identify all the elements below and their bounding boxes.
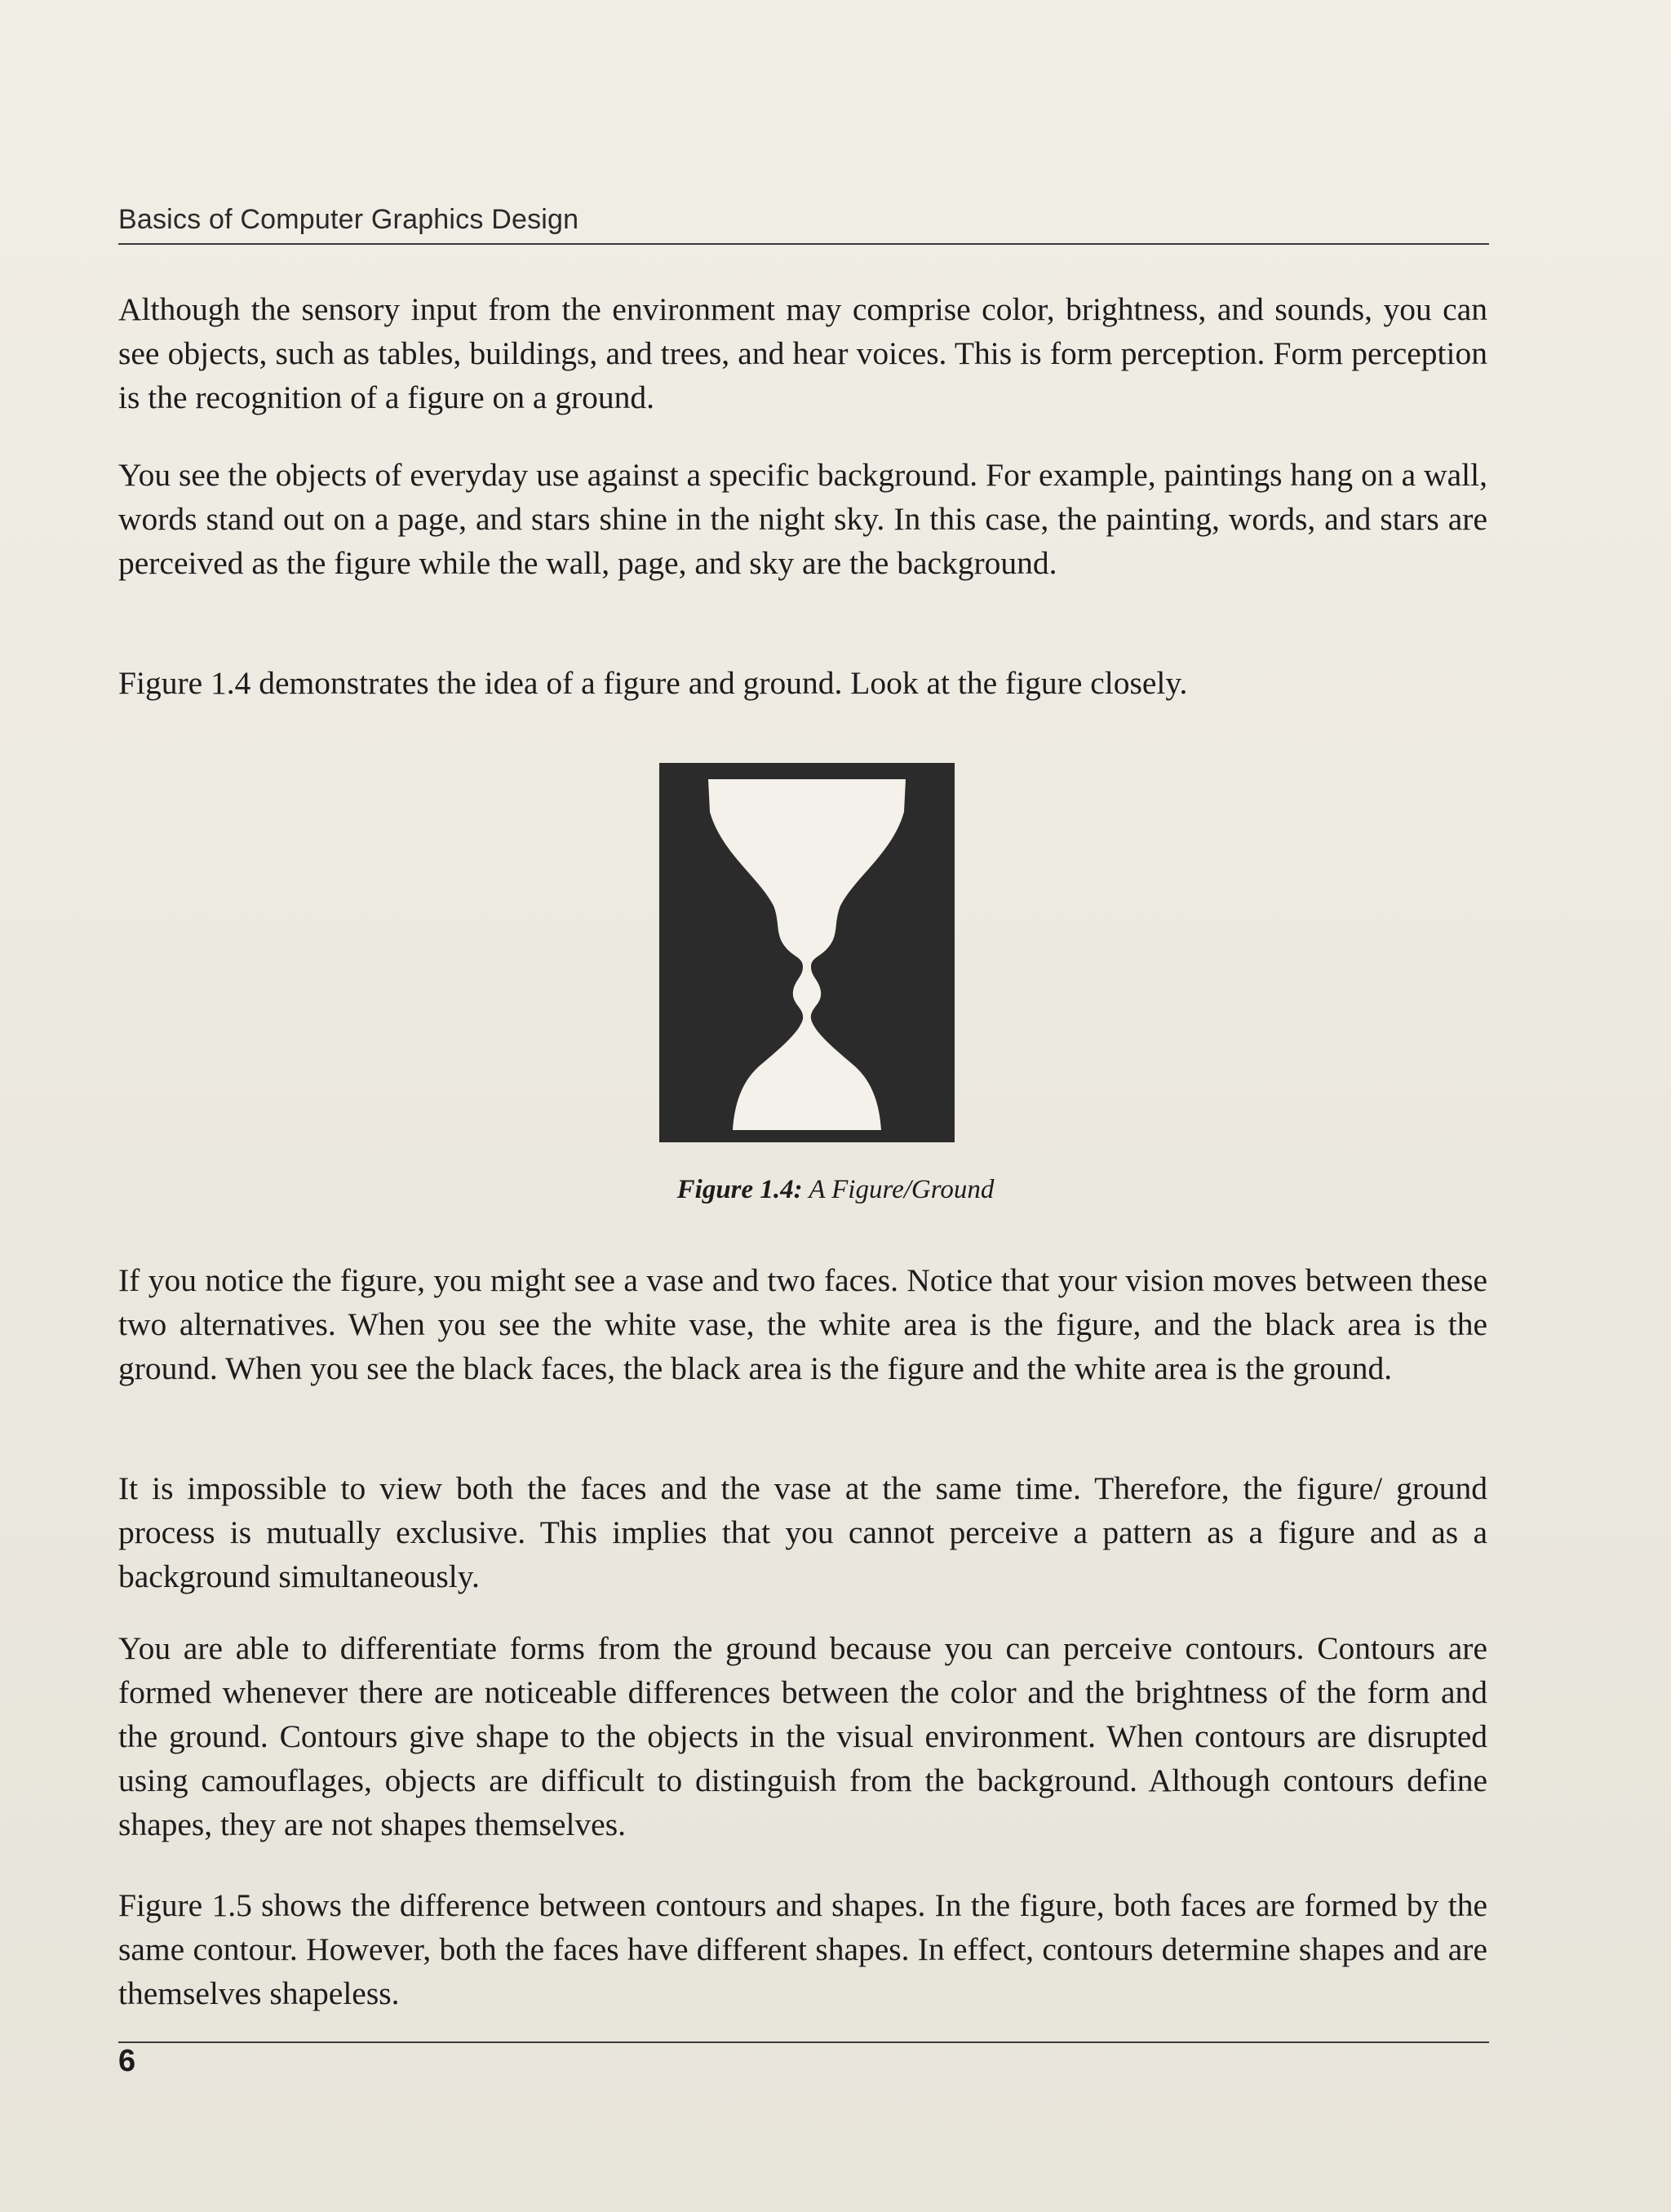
footer-rule — [118, 2041, 1489, 2043]
paragraph-form-perception: Although the sensory input from the environment may comprise color, brightness, and sounds, you can see objects, such as tables, buildings, and trees, and hear voices. This is form perception. Form perception is the recognition of a figure on a ground. — [118, 291, 1487, 415]
paragraph-background: You see the objects of everyday use against a specific background. For example, paintings hang on a wall, words stand out on a page, and stars shine in the night sky. In this case, the painting, words, and stars are perceived as the figure while the wall, page, and sky are the background. — [118, 457, 1487, 581]
paragraph-mutually-exclusive: It is impossible to view both the faces and the vase at the same time. Therefore, the figure/ ground process is mutually exclusive. This implies that you cannot perceive a pattern as a figure and as a background simultaneously. — [118, 1470, 1487, 1594]
figure-caption — [0, 1175, 1671, 1205]
paragraph-figure-intro: Figure 1.4 demonstrates the idea of a figure and ground. Look at the figure closely. — [118, 665, 1188, 701]
running-head: Basics of Computer Graphics Design — [118, 204, 579, 235]
paragraph-vase-faces: If you notice the figure, you might see a vase and two faces. Notice that your vision moves between these two alternatives. When you see the white vase, the white area is the figure, and the black area is the ground. When you see the black faces, the black area is the figure and the white area is the ground. — [118, 1262, 1487, 1386]
figure-caption-text: A Figure/Ground — [809, 1175, 995, 1204]
paragraph-contours: You are able to differentiate forms from the ground because you can perceive contours. Contours are formed whenever there are noticeable differences between the color and the brightness of the form and the ground. Contours give shape to the objects in the visual environment. When contours are disrupted using camouflages, objects are difficult to distinguish from the background. Although contours define shapes, they are not shapes themselves. — [118, 1630, 1487, 1842]
figure-ground-illustration — [659, 763, 955, 1142]
paragraph-contours-shapes: Figure 1.5 shows the difference between contours and shapes. In the figure, both faces are formed by the same contour. However, both the faces have different shapes. In effect, contours determine shapes and are themselves shapeless. — [118, 1887, 1487, 2011]
header-rule — [118, 243, 1489, 245]
page-number: 6 — [118, 2044, 136, 2078]
figure-caption-label: Figure 1.4: — [676, 1175, 803, 1204]
